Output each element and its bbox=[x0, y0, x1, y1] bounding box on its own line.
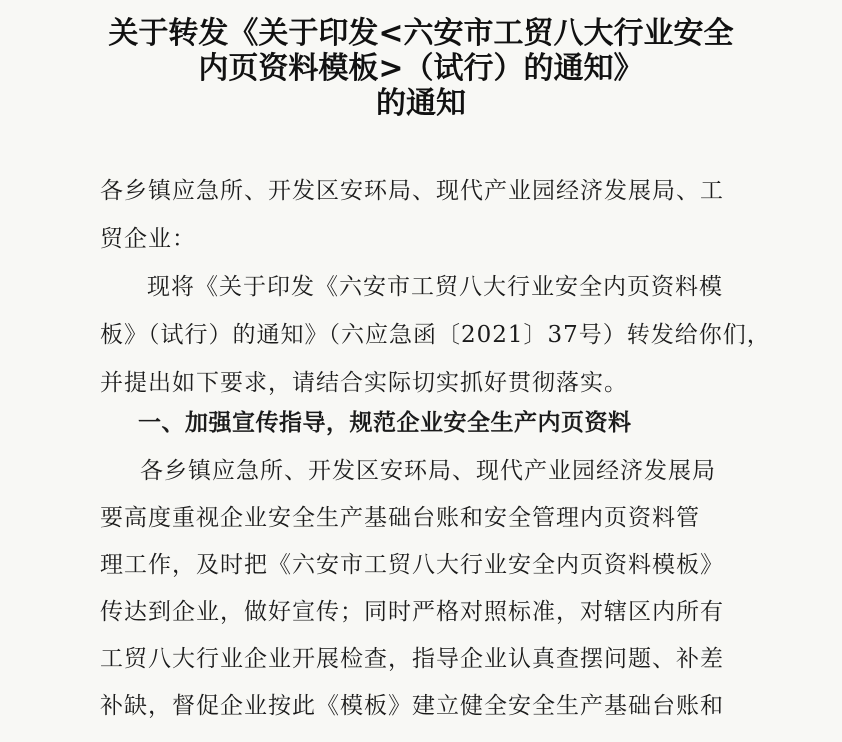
addressee-line-2: 贸企业： bbox=[100, 226, 196, 252]
section-1-line-4: 传达到企业，做好宣传；同时严格对照标准，对辖区内所有 bbox=[100, 599, 724, 625]
section-1-line-1: 各乡镇应急所、开发区安环局、现代产业园经济发展局 bbox=[140, 458, 716, 484]
intro-line-3: 并提出如下要求，请结合实际切实抓好贯彻落实。 bbox=[100, 370, 628, 396]
intro-line-1: 现将《关于印发《六安市工贸八大行业安全内页资料模 bbox=[147, 274, 723, 300]
section-1-line-3: 理工作，及时把《六安市工贸八大行业安全内页资料模板》 bbox=[100, 552, 724, 578]
intro-line-2: 板》（试行）的通知》（六应急函〔2021〕37号）转发给你们， bbox=[100, 322, 771, 348]
document-title-line-3: 的通知 bbox=[376, 86, 466, 121]
section-1-line-5: 工贸八大行业企业开展检查，指导企业认真查摆问题、补差 bbox=[100, 646, 724, 672]
document-title-line-2: 内页资料模板>（试行）的通知》 bbox=[198, 51, 644, 86]
section-1-line-6: 补缺，督促企业按此《模板》建立健全安全生产基础台账和 bbox=[100, 693, 724, 719]
section-1-line-2: 要高度重视企业安全生产基础台账和安全管理内页资料管 bbox=[100, 505, 700, 531]
addressee-line-1: 各乡镇应急所、开发区安环局、现代产业园经济发展局、工 bbox=[100, 178, 724, 204]
document-title-line-1: 关于转发《关于印发<六安市工贸八大行业安全 bbox=[108, 16, 734, 51]
section-1-heading: 一、加强宣传指导，规范企业安全生产内页资料 bbox=[138, 410, 632, 436]
